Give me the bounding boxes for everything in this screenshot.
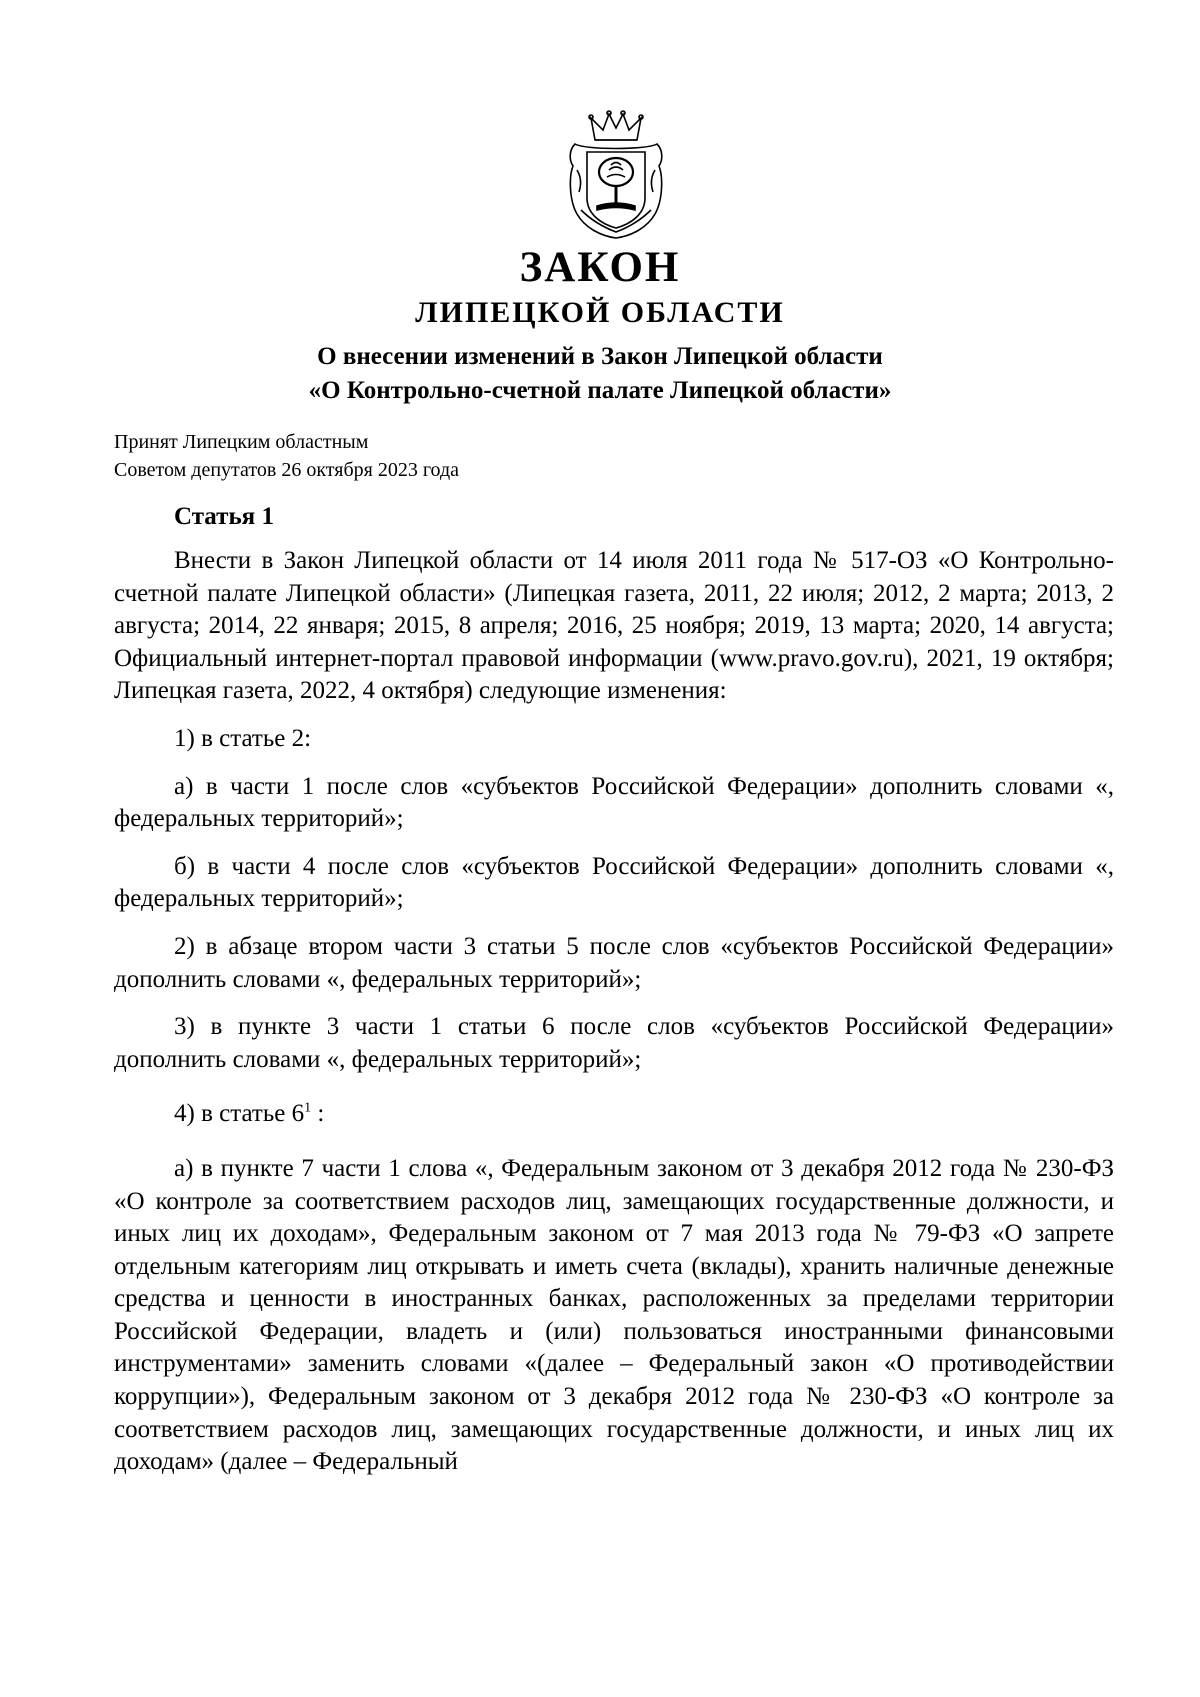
item-1a: а) в части 1 после слов «субъектов Российской Федерации» дополнить словами «, федеральных территорий»; xyxy=(114,772,1114,833)
document-subtitle xyxy=(0,340,1200,408)
item-1b: б) в части 4 после слов «субъектов Российской Федерации» дополнить словами «, федеральных территорий»; xyxy=(114,852,1114,913)
item-4a: а) в пункте 7 части 1 слова «, Федеральным законом от 3 декабря 2012 года № 230-ФЗ «О контроле за соответствием расходов лиц, замещающих государственные должности, и иных лиц их доходам», Федеральным законом от 7 мая 2013 года № 79-ФЗ «О запрете отдельным категориям лиц открывать и иметь счета (вклады), хранить наличные денежные средства и ценности в иностранных банках, расположенных за пределами территории Российской Федерации, владеть и (или) пользоваться иностранными финансовыми инструментами» заменить словами «(далее – Федеральный закон «О противодействии коррупции»), Федеральным законом от 3 декабря 2012 года № 230-ФЗ «О контроле за соответствием расходов лиц, замещающих государственные должности, и иных лиц их доходам» (далее – Федеральный xyxy=(114,1154,1114,1476)
item-4 xyxy=(114,1098,1114,1131)
subtitle-line-1: О внесении изменений в Закон Липецкой области xyxy=(317,343,883,370)
item-4-suffix: : xyxy=(311,1100,325,1128)
document-title-region: ЛИПЕЦКОЙ ОБЛАСТИ xyxy=(415,296,785,329)
item-3: 3) в пункте 3 части 1 статьи 6 после слов «субъектов Российской Федерации» дополнить словами «, федеральных территорий»; xyxy=(114,1013,1114,1073)
article-body xyxy=(114,545,1114,1494)
adoption-note xyxy=(114,428,459,484)
item-2: 2) в абзаце втором части 3 статьи 5 после слов «субъектов Российской Федерации» дополнить словами «, федеральных территорий»; xyxy=(114,932,1114,993)
article-heading: Статья 1 xyxy=(174,503,274,530)
document-title-law: ЗАКОН xyxy=(519,244,681,291)
item-4-prefix: 4) в статье 6 xyxy=(174,1100,305,1128)
subtitle-line-2: «О Контрольно-счетной палате Липецкой области» xyxy=(308,377,892,404)
item-4-superscript: 1 xyxy=(304,1100,312,1116)
adoption-line-2: Советом депутатов 26 октября 2023 года xyxy=(114,459,459,481)
article-intro-paragraph: Внести в Закон Липецкой области от 14 июля 2011 года № 517-ОЗ «О Контрольно-счетной палате Липецкой области» (Липецкая газета, 2011, 22 июля; 2012, 2 марта; 2013, 2 августа; 2014, 22 января; 2015, 8 апреля; 2016, 25 ноября; 2019, 13 марта; 2020, 14 августа; Официальный интернет-портал правовой информации (www.pravo.gov.ru), 2021, 19 октября; Липецкая газета, 2022, 4 октября) следующие изменения: xyxy=(114,547,1114,705)
adoption-line-1: Принят Липецким областным xyxy=(114,431,369,453)
item-1: 1) в статье 2: xyxy=(174,724,312,752)
coat-of-arms-emblem xyxy=(565,110,667,242)
